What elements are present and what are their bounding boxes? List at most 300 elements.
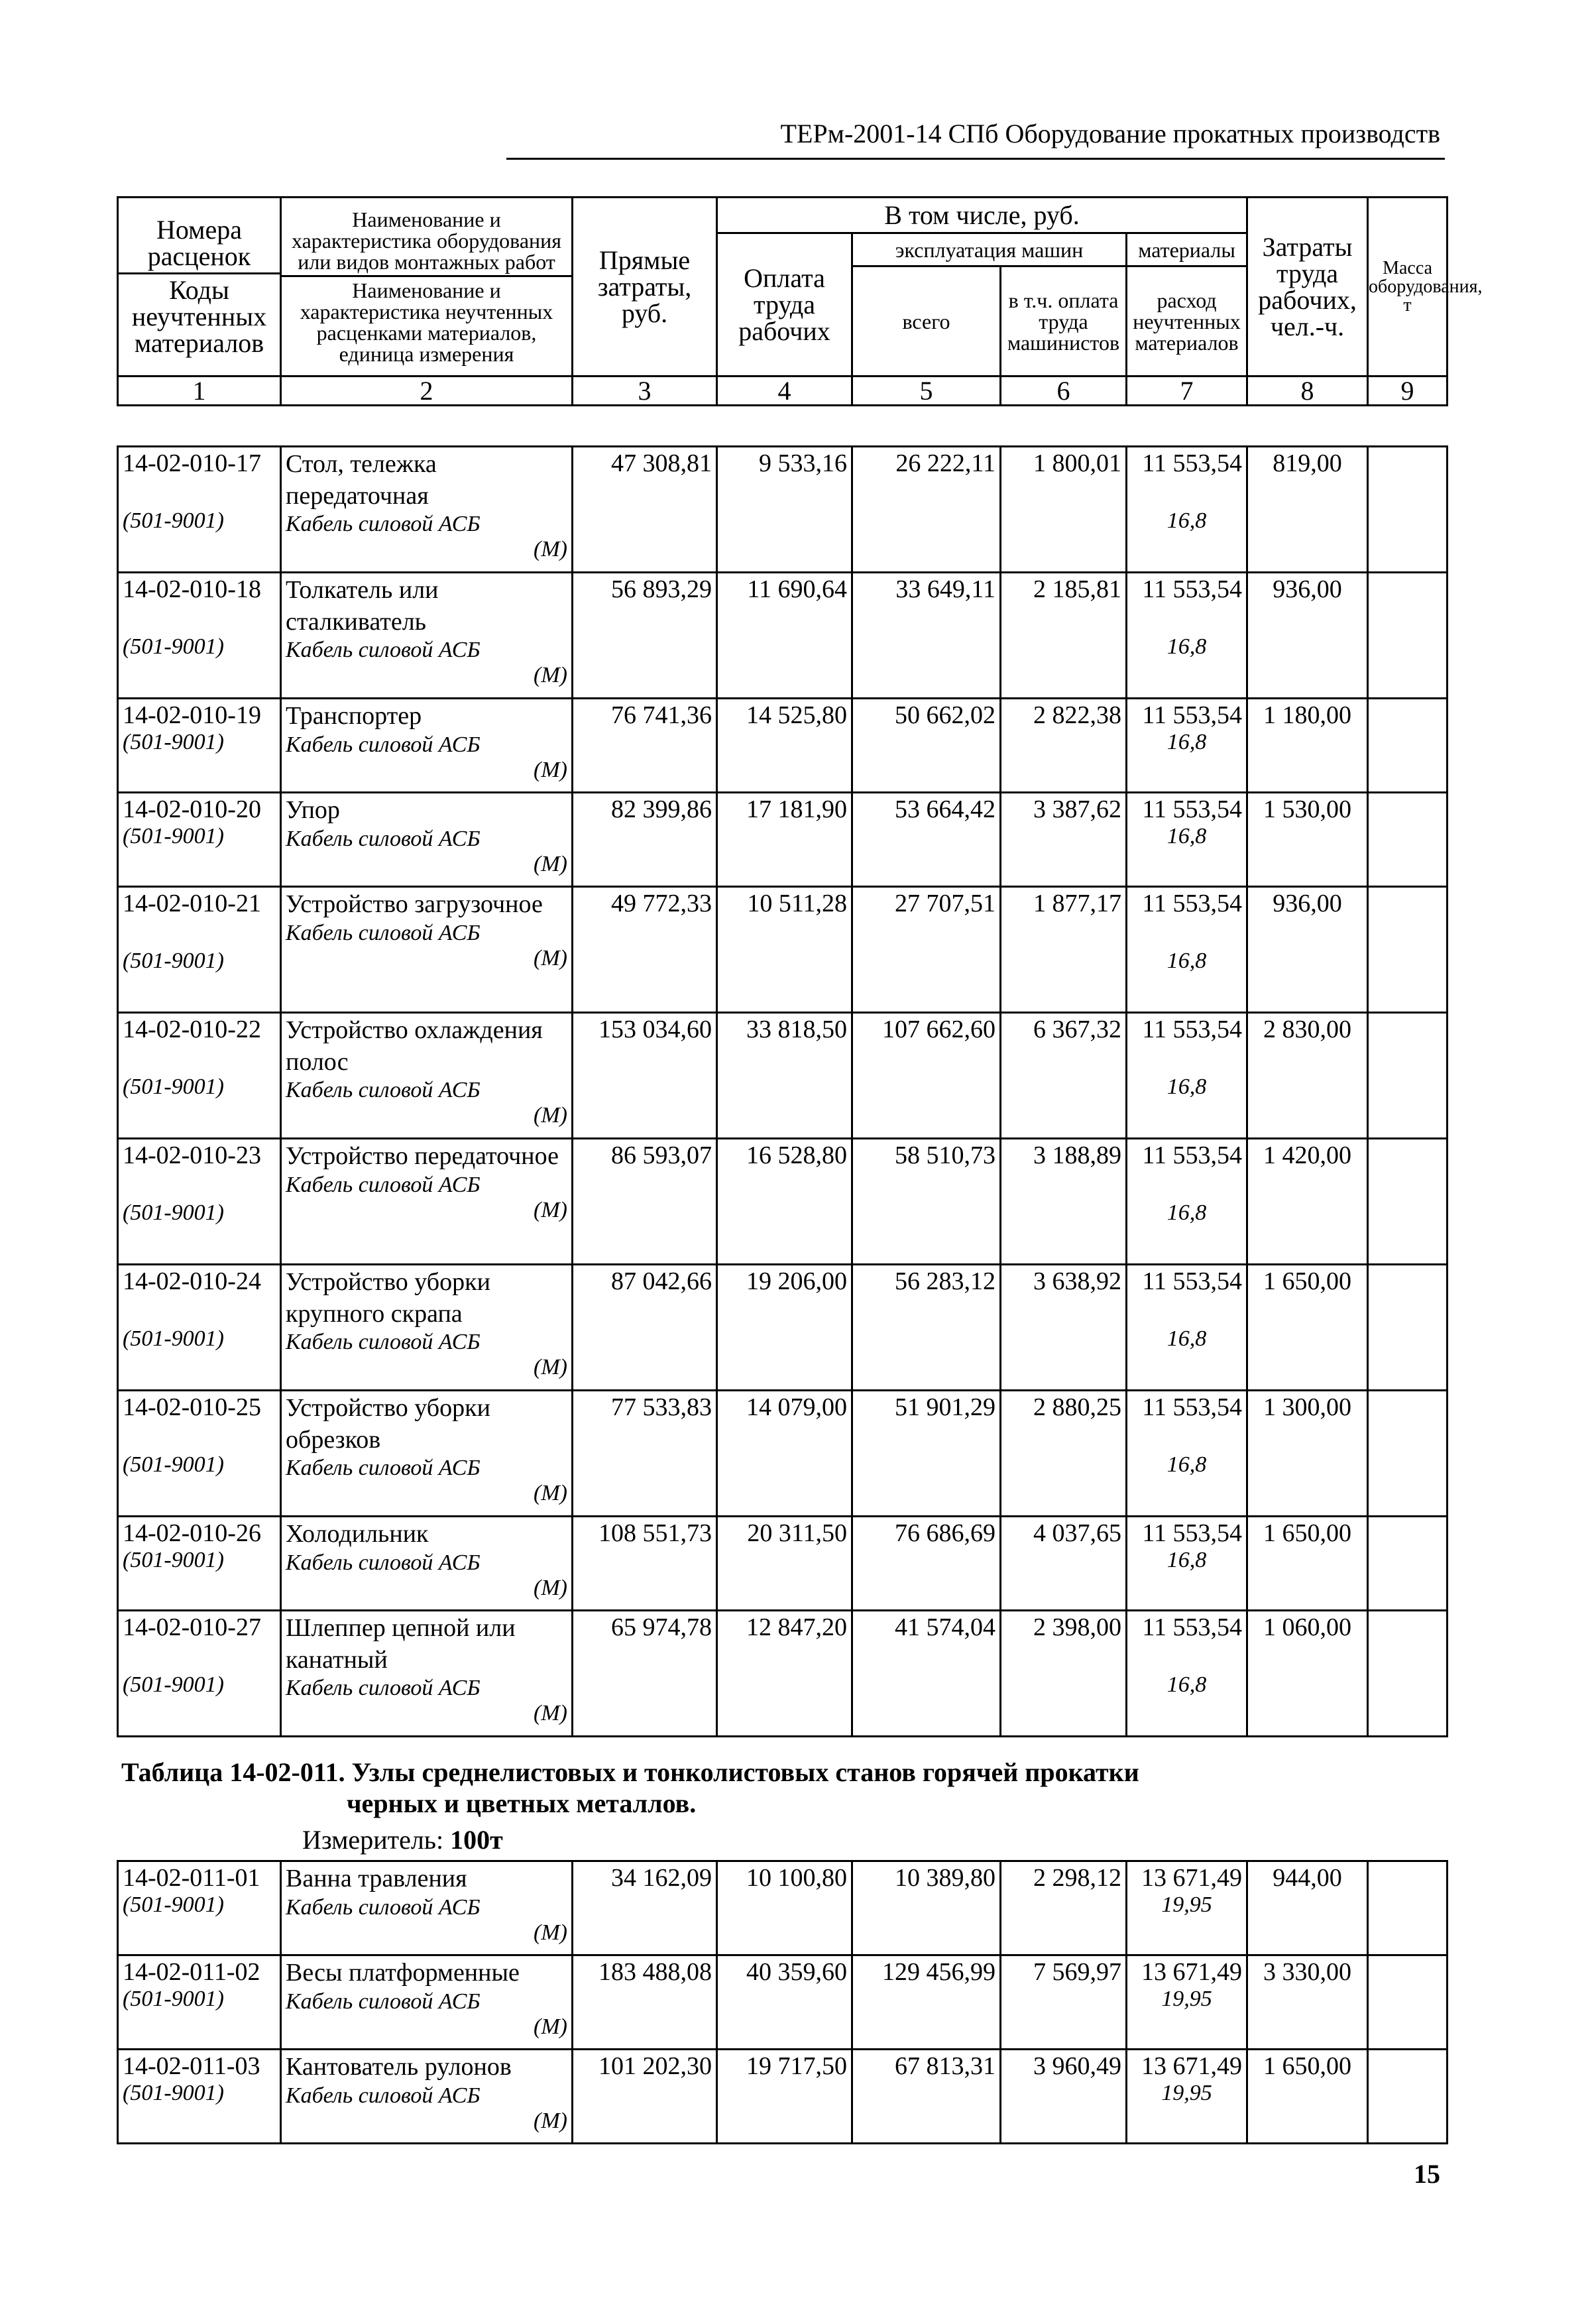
materials-cost: 11 553,54 <box>1142 449 1242 477</box>
rate-name: Устройство передаточное <box>286 1142 559 1170</box>
worker-pay-cell <box>717 1265 852 1391</box>
header-machines-total: всего <box>852 266 1001 377</box>
rate-name-cell <box>281 1265 573 1391</box>
machinist-pay-cell <box>1001 793 1127 887</box>
material-unit: (М) <box>534 1197 567 1222</box>
worker-pay-cell <box>717 1391 852 1517</box>
material-code: (501-9001) <box>123 949 224 973</box>
direct-costs: 49 772,33 <box>611 890 712 917</box>
equipment-mass-cell <box>1368 573 1448 699</box>
worker-pay: 20 311,50 <box>747 1519 847 1547</box>
header-worker-pay: Оплата труда рабочих <box>717 233 852 377</box>
worker-pay-cell <box>717 1611 852 1737</box>
page-number: 15 <box>1414 2159 1440 2189</box>
labor-hours: 1 530,00 <box>1263 795 1351 823</box>
material-unit: (М) <box>534 1355 567 1379</box>
header-labor-hours: Затраты труда рабочих, чел.-ч. <box>1247 198 1368 377</box>
materials-cost: 11 553,54 <box>1142 1267 1242 1295</box>
worker-pay-cell <box>717 1517 852 1611</box>
rate-code: 14-02-010-24 <box>123 1267 261 1295</box>
machines-total-cell <box>852 1955 1001 2050</box>
material-code: (501-9001) <box>123 1892 224 1917</box>
machines-total-cell <box>852 447 1001 573</box>
materials-cell <box>1127 1517 1247 1611</box>
header-name-bottom: Наименование и характеристика неучтенных расценками материалов, единица измерения <box>282 275 571 365</box>
rate-code-cell <box>118 1955 281 2050</box>
rate-code: 14-02-010-21 <box>123 890 261 917</box>
materials-cost: 11 553,54 <box>1142 1519 1242 1547</box>
worker-pay: 14 525,80 <box>746 701 847 729</box>
labor-hours: 1 650,00 <box>1263 1519 1351 1547</box>
materials-cell <box>1127 793 1247 887</box>
material-quantity: 16,8 <box>1166 1326 1207 1351</box>
column-number: 3 <box>573 377 717 406</box>
header-code-top: Номера расценок <box>147 215 251 271</box>
equipment-mass-cell <box>1368 1013 1448 1139</box>
rate-name: Весы платформенные <box>286 1959 520 1987</box>
material-unit: (М) <box>534 1103 567 1128</box>
machines-total: 129 456,99 <box>882 1958 995 1986</box>
worker-pay-cell <box>717 793 852 887</box>
material-code: (501-9001) <box>123 1326 224 1351</box>
rate-code: 14-02-010-19 <box>123 701 261 729</box>
labor-hours: 819,00 <box>1273 449 1342 477</box>
machinist-pay-cell <box>1001 1861 1127 1955</box>
rate-name: Упор <box>286 796 340 824</box>
material-name: Кабель силовой АСБ <box>286 2083 481 2108</box>
direct-costs: 87 042,66 <box>611 1267 712 1295</box>
direct-costs: 34 162,09 <box>611 1864 712 1892</box>
rate-row <box>118 1955 1448 2050</box>
labor-hours-cell <box>1247 573 1368 699</box>
rate-name-cell <box>281 793 573 887</box>
rate-name-cell <box>281 1611 573 1737</box>
machinist-pay-cell <box>1001 1611 1127 1737</box>
material-code: (501-9001) <box>123 824 224 848</box>
machinist-pay: 2 398,00 <box>1033 1613 1121 1641</box>
equipment-mass-cell <box>1368 793 1448 887</box>
machinist-pay: 3 387,62 <box>1033 795 1121 823</box>
rate-name: Устройство загрузочное <box>286 890 543 918</box>
machinist-pay: 2 298,12 <box>1033 1864 1121 1892</box>
rate-row <box>118 573 1448 699</box>
rate-name: Устройство охлаждения полос <box>286 1016 543 1076</box>
rate-code-cell <box>118 573 281 699</box>
direct-costs-cell <box>573 1265 717 1391</box>
worker-pay-cell <box>717 1013 852 1139</box>
equipment-mass-cell <box>1368 1611 1448 1737</box>
worker-pay: 10 511,28 <box>747 890 847 917</box>
rate-row <box>118 1013 1448 1139</box>
rate-name: Кантователь рулонов <box>286 2053 512 2081</box>
machines-total-cell <box>852 1517 1001 1611</box>
header-name-cell <box>281 198 573 377</box>
materials-cost: 11 553,54 <box>1142 1393 1242 1421</box>
material-quantity: 19,95 <box>1161 2081 1212 2105</box>
rate-name-cell <box>281 2050 573 2144</box>
rate-name: Транспортер <box>286 702 422 730</box>
material-code: (501-9001) <box>123 2081 224 2105</box>
header-code-cell <box>118 198 281 377</box>
column-number: 6 <box>1001 377 1127 406</box>
rate-row <box>118 887 1448 1013</box>
machinist-pay-cell <box>1001 2050 1127 2144</box>
worker-pay-cell <box>717 887 852 1013</box>
materials-cell <box>1127 1391 1247 1517</box>
material-unit: (М) <box>534 757 567 782</box>
rate-code-cell <box>118 1517 281 1611</box>
direct-costs-cell <box>573 793 717 887</box>
machines-total-cell <box>852 1861 1001 1955</box>
equipment-mass-cell <box>1368 1265 1448 1391</box>
rate-code-cell <box>118 1013 281 1139</box>
column-header-table <box>117 196 1483 406</box>
rate-code-cell <box>118 887 281 1013</box>
direct-costs-cell <box>573 447 717 573</box>
machinist-pay: 7 569,97 <box>1033 1958 1121 1986</box>
column-number: 8 <box>1247 377 1368 406</box>
labor-hours-cell <box>1247 887 1368 1013</box>
rate-row <box>118 1517 1448 1611</box>
labor-hours-cell <box>1247 1139 1368 1265</box>
rate-code-cell <box>118 699 281 793</box>
materials-cost: 11 553,54 <box>1142 1016 1242 1043</box>
caption-line-2: черных и цветных металлов. <box>347 1788 697 1818</box>
measure-value: 100т <box>450 1825 503 1855</box>
labor-hours: 1 180,00 <box>1263 701 1351 729</box>
materials-cost: 11 553,54 <box>1142 1141 1242 1169</box>
rate-code-cell <box>118 1861 281 1955</box>
rate-code: 14-02-010-22 <box>123 1016 261 1043</box>
material-name: Кабель силовой АСБ <box>286 638 481 662</box>
machinist-pay-cell <box>1001 1013 1127 1139</box>
material-code: (501-9001) <box>123 1548 224 1572</box>
rates-table-14-02-011 <box>117 1860 1448 2144</box>
direct-costs: 56 893,29 <box>611 575 712 603</box>
machinist-pay: 2 822,38 <box>1033 701 1121 729</box>
material-code: (501-9001) <box>123 634 224 659</box>
rate-code: 14-02-010-17 <box>123 449 261 477</box>
rate-code: 14-02-010-25 <box>123 1393 261 1421</box>
machinist-pay: 3 188,89 <box>1033 1141 1121 1169</box>
labor-hours: 936,00 <box>1273 890 1342 917</box>
direct-costs: 82 399,86 <box>611 795 712 823</box>
header-equipment-mass: Масса оборудования, т <box>1368 198 1448 377</box>
rate-code-cell <box>118 1139 281 1265</box>
direct-costs: 108 551,73 <box>598 1519 712 1547</box>
material-quantity: 16,8 <box>1166 1200 1207 1225</box>
material-quantity: 19,95 <box>1161 1892 1212 1917</box>
labor-hours: 3 330,00 <box>1263 1958 1351 1986</box>
rates-table-14-02-010 <box>117 445 1448 1737</box>
materials-cost: 13 671,49 <box>1141 2052 1242 2080</box>
rate-name: Стол, тележка передаточная <box>286 450 437 510</box>
equipment-mass-cell <box>1368 1861 1448 1955</box>
rate-name-cell <box>281 1391 573 1517</box>
machines-total: 41 574,04 <box>895 1613 995 1641</box>
direct-costs-cell <box>573 1391 717 1517</box>
equipment-mass-cell <box>1368 1139 1448 1265</box>
labor-hours-cell <box>1247 1013 1368 1139</box>
machines-total: 51 901,29 <box>895 1393 995 1421</box>
material-code: (501-9001) <box>123 730 224 754</box>
machinist-pay: 3 960,49 <box>1033 2052 1121 2080</box>
header-direct-costs: Прямые затраты, руб. <box>573 198 717 377</box>
machines-total: 58 510,73 <box>895 1141 995 1169</box>
rate-name-cell <box>281 1139 573 1265</box>
rate-row <box>118 1861 1448 1955</box>
direct-costs-cell <box>573 699 717 793</box>
machines-total-cell <box>852 1611 1001 1737</box>
direct-costs: 101 202,30 <box>598 2052 712 2080</box>
worker-pay: 9 533,16 <box>759 449 847 477</box>
labor-hours: 1 650,00 <box>1263 2052 1351 2080</box>
machines-total: 27 707,51 <box>895 890 995 917</box>
labor-hours: 1 300,00 <box>1263 1393 1351 1421</box>
materials-cell <box>1127 887 1247 1013</box>
material-quantity: 16,8 <box>1166 1672 1207 1697</box>
rate-row <box>118 1391 1448 1517</box>
materials-cell <box>1127 1265 1247 1391</box>
machines-total-cell <box>852 1391 1001 1517</box>
materials-cost: 11 553,54 <box>1142 575 1242 603</box>
material-quantity: 19,95 <box>1161 1987 1212 2011</box>
machines-total: 107 662,60 <box>882 1016 995 1043</box>
worker-pay-cell <box>717 2050 852 2144</box>
machinist-pay: 1 877,17 <box>1033 890 1121 917</box>
material-unit: (М) <box>534 1575 567 1600</box>
rate-name-cell <box>281 887 573 1013</box>
rate-row <box>118 1611 1448 1737</box>
equipment-mass-cell <box>1368 1517 1448 1611</box>
rate-name-cell <box>281 699 573 793</box>
labor-hours-cell <box>1247 1517 1368 1611</box>
machinist-pay-cell <box>1001 1139 1127 1265</box>
machinist-pay: 1 800,01 <box>1033 449 1121 477</box>
direct-costs-cell <box>573 887 717 1013</box>
labor-hours: 936,00 <box>1273 575 1342 603</box>
table-14-02-011-caption <box>121 1757 1381 1819</box>
worker-pay: 12 847,20 <box>746 1613 847 1641</box>
materials-cost: 11 553,54 <box>1142 1613 1242 1641</box>
worker-pay: 14 079,00 <box>746 1393 847 1421</box>
materials-cost: 13 671,49 <box>1141 1864 1242 1892</box>
column-number: 9 <box>1368 377 1448 406</box>
rate-code: 14-02-010-26 <box>123 1519 261 1547</box>
materials-cell <box>1127 1955 1247 2050</box>
worker-pay: 10 100,80 <box>746 1864 847 1892</box>
machinist-pay-cell <box>1001 573 1127 699</box>
worker-pay-cell <box>717 1139 852 1265</box>
direct-costs-cell <box>573 1955 717 2050</box>
worker-pay-cell <box>717 447 852 573</box>
title-rule <box>506 158 1445 160</box>
rate-code-cell <box>118 2050 281 2144</box>
worker-pay-cell <box>717 573 852 699</box>
labor-hours-cell <box>1247 1861 1368 1955</box>
rate-code: 14-02-010-27 <box>123 1613 261 1641</box>
material-quantity: 16,8 <box>1166 1548 1207 1572</box>
material-unit: (М) <box>534 2108 567 2133</box>
direct-costs-cell <box>573 1611 717 1737</box>
rate-code: 14-02-011-02 <box>123 1958 260 1986</box>
direct-costs-cell <box>573 1861 717 1955</box>
material-quantity: 16,8 <box>1166 1452 1207 1477</box>
labor-hours-cell <box>1247 1955 1368 2050</box>
direct-costs-cell <box>573 1517 717 1611</box>
rate-code: 14-02-011-01 <box>123 1864 260 1892</box>
labor-hours-cell <box>1247 699 1368 793</box>
rate-name: Шлеппер цепной или канатный <box>286 1614 516 1674</box>
machines-total-cell <box>852 699 1001 793</box>
header-machines-group: эксплуатация машин <box>852 233 1127 266</box>
machinist-pay-cell <box>1001 1391 1127 1517</box>
labor-hours-cell <box>1247 1391 1368 1517</box>
direct-costs-cell <box>573 573 717 699</box>
rate-code-cell <box>118 1611 281 1737</box>
caption-line-1: Таблица 14-02-011. Узлы среднелистовых и тонколистовых станов горячей прокатки <box>121 1757 1139 1787</box>
material-unit: (М) <box>534 537 567 561</box>
materials-cell <box>1127 1611 1247 1737</box>
rate-name-cell <box>281 1955 573 2050</box>
material-quantity: 16,8 <box>1166 824 1207 848</box>
machinist-pay: 2 185,81 <box>1033 575 1121 603</box>
worker-pay: 40 359,60 <box>746 1958 847 1986</box>
header-name-top: Наименование и характеристика оборудования или видов монтажных работ <box>292 207 561 274</box>
equipment-mass-cell <box>1368 2050 1448 2144</box>
header-material-consumption: расход неучтенных материалов <box>1127 266 1247 377</box>
material-code: (501-9001) <box>123 1075 224 1099</box>
machines-total-cell <box>852 887 1001 1013</box>
machinist-pay-cell <box>1001 887 1127 1013</box>
machinist-pay-cell <box>1001 1265 1127 1391</box>
direct-costs: 76 741,36 <box>611 701 712 729</box>
materials-cell <box>1127 2050 1247 2144</box>
machinist-pay-cell <box>1001 1517 1127 1611</box>
materials-cost: 11 553,54 <box>1142 701 1242 729</box>
rate-code-cell <box>118 1391 281 1517</box>
machines-total: 76 686,69 <box>895 1519 995 1547</box>
header-materials-group: материалы <box>1127 233 1247 266</box>
column-number: 7 <box>1127 377 1247 406</box>
labor-hours: 1 650,00 <box>1263 1267 1351 1295</box>
measure-unit <box>302 1824 503 1855</box>
rate-name-cell <box>281 1861 573 1955</box>
direct-costs-cell <box>573 1139 717 1265</box>
material-quantity: 16,8 <box>1166 1075 1207 1099</box>
material-code: (501-9001) <box>123 508 224 533</box>
material-code: (501-9001) <box>123 1200 224 1225</box>
machinist-pay-cell <box>1001 1955 1127 2050</box>
rate-code: 14-02-011-03 <box>123 2052 260 2080</box>
header-code-bottom: Коды неучтенных материалов <box>119 272 280 357</box>
worker-pay: 16 528,80 <box>746 1141 847 1169</box>
materials-cell <box>1127 699 1247 793</box>
material-quantity: 16,8 <box>1166 730 1207 754</box>
rate-name-cell <box>281 1517 573 1611</box>
material-name: Кабель силовой АСБ <box>286 1894 481 1920</box>
materials-cost: 13 671,49 <box>1141 1958 1242 1986</box>
rate-name: Холодильник <box>286 1520 429 1548</box>
worker-pay: 33 818,50 <box>746 1016 847 1043</box>
worker-pay: 19 206,00 <box>746 1267 847 1295</box>
labor-hours-cell <box>1247 793 1368 887</box>
labor-hours-cell <box>1247 2050 1368 2144</box>
worker-pay: 17 181,90 <box>746 795 847 823</box>
material-name: Кабель силовой АСБ <box>286 826 481 851</box>
material-code: (501-9001) <box>123 1672 224 1697</box>
labor-hours-cell <box>1247 1265 1368 1391</box>
column-number: 5 <box>852 377 1001 406</box>
machines-total-cell <box>852 1139 1001 1265</box>
direct-costs: 47 308,81 <box>611 449 712 477</box>
material-name: Кабель силовой АСБ <box>286 1676 481 1700</box>
material-name: Кабель силовой АСБ <box>286 1550 481 1575</box>
material-unit: (М) <box>534 1920 567 1945</box>
machines-total: 56 283,12 <box>895 1267 995 1295</box>
materials-cell <box>1127 573 1247 699</box>
material-name: Кабель силовой АСБ <box>286 1330 481 1354</box>
material-unit: (М) <box>534 1481 567 1505</box>
column-number: 1 <box>118 377 281 406</box>
equipment-mass-cell <box>1368 1955 1448 2050</box>
machinist-pay: 2 880,25 <box>1033 1393 1121 1421</box>
machines-total-cell <box>852 2050 1001 2144</box>
material-quantity: 16,8 <box>1166 634 1207 659</box>
materials-cell <box>1127 1861 1247 1955</box>
material-quantity: 16,8 <box>1166 508 1207 533</box>
labor-hours: 1 420,00 <box>1263 1141 1351 1169</box>
worker-pay-cell <box>717 1861 852 1955</box>
rate-code: 14-02-010-23 <box>123 1141 261 1169</box>
rate-name: Ванна травления <box>286 1865 467 1892</box>
material-name: Кабель силовой АСБ <box>286 512 481 536</box>
direct-costs: 183 488,08 <box>598 1958 712 1986</box>
rate-name-cell <box>281 447 573 573</box>
rate-row <box>118 2050 1448 2144</box>
material-unit: (М) <box>534 2014 567 2039</box>
material-unit: (М) <box>534 1701 567 1725</box>
labor-hours: 2 830,00 <box>1263 1016 1351 1043</box>
rate-row <box>118 447 1448 573</box>
direct-costs-cell <box>573 1013 717 1139</box>
labor-hours-cell <box>1247 447 1368 573</box>
materials-cost: 11 553,54 <box>1142 890 1242 917</box>
machines-total-cell <box>852 793 1001 887</box>
machines-total: 26 222,11 <box>895 449 995 477</box>
material-name: Кабель силовой АСБ <box>286 1078 481 1102</box>
rate-code: 14-02-010-20 <box>123 795 261 823</box>
rate-row <box>118 1139 1448 1265</box>
materials-cost: 11 553,54 <box>1142 795 1242 823</box>
machines-total: 67 813,31 <box>895 2052 995 2080</box>
material-name: Кабель силовой АСБ <box>286 1989 481 2014</box>
labor-hours: 944,00 <box>1273 1864 1342 1892</box>
rate-row <box>118 1265 1448 1391</box>
machinist-pay: 3 638,92 <box>1033 1267 1121 1295</box>
equipment-mass-cell <box>1368 447 1448 573</box>
material-name: Кабель силовой АСБ <box>286 920 481 945</box>
column-number: 4 <box>717 377 852 406</box>
worker-pay: 11 690,64 <box>747 575 847 603</box>
machinist-pay: 4 037,65 <box>1033 1519 1121 1547</box>
material-unit: (М) <box>534 663 567 687</box>
materials-cell <box>1127 447 1247 573</box>
rate-code: 14-02-010-18 <box>123 575 261 603</box>
worker-pay-cell <box>717 699 852 793</box>
rate-name: Устройство уборки обрезков <box>286 1394 490 1454</box>
materials-cell <box>1127 1139 1247 1265</box>
